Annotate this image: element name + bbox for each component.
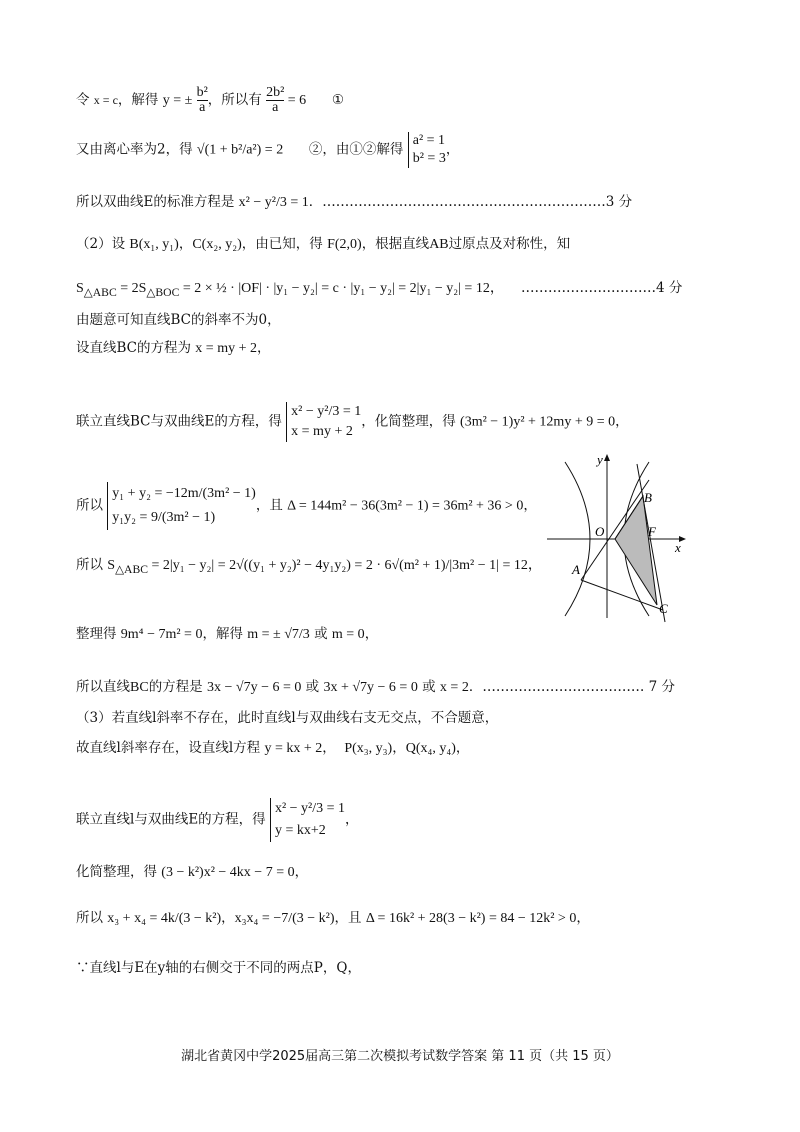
text-line-4: （2）设 B(x₁, y₁)，C(x₂, y₂)，由已知，得 F(2,0)，根据直线AB过原点及对称性，知 xyxy=(76,236,571,252)
text-line-3: 所以双曲线E的标准方程是 x² − y²/3 = 1．………………………………………………………3 分 xyxy=(76,194,633,210)
text-line-8: 联立直线BC与双曲线E的方程，得 x² − y²/3 = 1 x = my + 2，化简整理，得 (3m² − 1)y² + 12my + 9 = 0， xyxy=(76,402,629,442)
text-line-1: 令 x = c，解得 y = ± $\frac{\text{b²}}{a}$ ，所以有 $\frac{\text{2b²}}{a}$ = 6 ① xyxy=(76,85,345,115)
text-line-17: 所以 x₃ + x₄ = 4k/(3 − k²)，x₃x₄ = −7/(3 − k²)，且 Δ = 16k² + 28(3 − k²) = 84 − 12k² > 0， xyxy=(76,910,590,926)
text-line-2: 又由离心率为2，得 √(1 + b²/a²) = 2 ②，由①②解得 a² = 1 b² = 3， xyxy=(76,133,460,166)
text-line-12: 所以直线BC的方程是 3x − √7y − 6 = 0 或 3x + √7y − 6 = 0 或 x = 2．……………………………… 7 分 xyxy=(76,679,675,695)
label-x: x xyxy=(675,540,681,555)
label-f: F xyxy=(648,524,656,539)
label-y: y xyxy=(597,452,603,467)
text-line-11: 整理得 9m⁴ − 7m² = 0，解得 m = ± √7/3 或 m = 0， xyxy=(76,626,379,642)
page-footer: 湖北省黄冈中学2025届高三第二次模拟考试数学答案 第 11 页（共 15 页） xyxy=(181,1049,619,1064)
hyperbola-figure xyxy=(545,450,687,625)
text-line-10: 所以 $S_{\triangle ABC} = 2|y_1 - y_2| = 2√((y_1 + y_2)^2 - 4y_1y_2) = 2 \cdot 6√(m^2 + 1)/|3m^2 - 1| = 12$， xyxy=(76,557,542,576)
label-o: O xyxy=(595,524,605,539)
text-line-16: 化简整理，得 (3 − k²)x² − 4kx − 7 = 0， xyxy=(76,864,309,880)
label-b: B xyxy=(644,490,652,505)
label-c: C xyxy=(659,601,668,616)
shaded-triangle xyxy=(615,496,657,605)
text-line-14: 故直线l斜率存在，设直线l方程 y = kx + 2， P(x₃, y₃)，Q(x₄, y₄)， xyxy=(76,740,470,756)
label-a: A xyxy=(572,562,580,577)
hyperbola-svg xyxy=(545,450,687,625)
text-line-7: 设直线BC的方程为 x = my + 2， xyxy=(76,340,271,356)
y-axis-arrow xyxy=(604,454,610,461)
text-line-6: 由题意可知直线BC的斜率不为0， xyxy=(76,312,281,328)
text-line-13: （3）若直线l斜率不存在，此时直线l与双曲线右支无交点，不合题意， xyxy=(76,710,499,726)
text-line-18: ∵直线l与E在y轴的右侧交于不同的两点P，Q， xyxy=(76,960,361,976)
text-line-15: 联立直线l与双曲线E的方程，得 x² − y²/3 = 1 y = kx+2， xyxy=(76,798,359,842)
text-line-5: $S_{\triangle ABC} = 2S_{\triangle BOC} = 2$ × ½ · |OF| · |y₁ − y₂| = c · |y₁ − y₂| = 2|y₁ − y₂| = 12， …………………………4 分 xyxy=(76,280,683,299)
text-line-9: 所以 y₁ + y₂ = −12m/(3m² − 1) y₁y₂ = 9/(3m² − 1)，且 Δ = 144m² − 36(3m² − 1) = 36m² + 36 > 0， xyxy=(76,482,537,530)
